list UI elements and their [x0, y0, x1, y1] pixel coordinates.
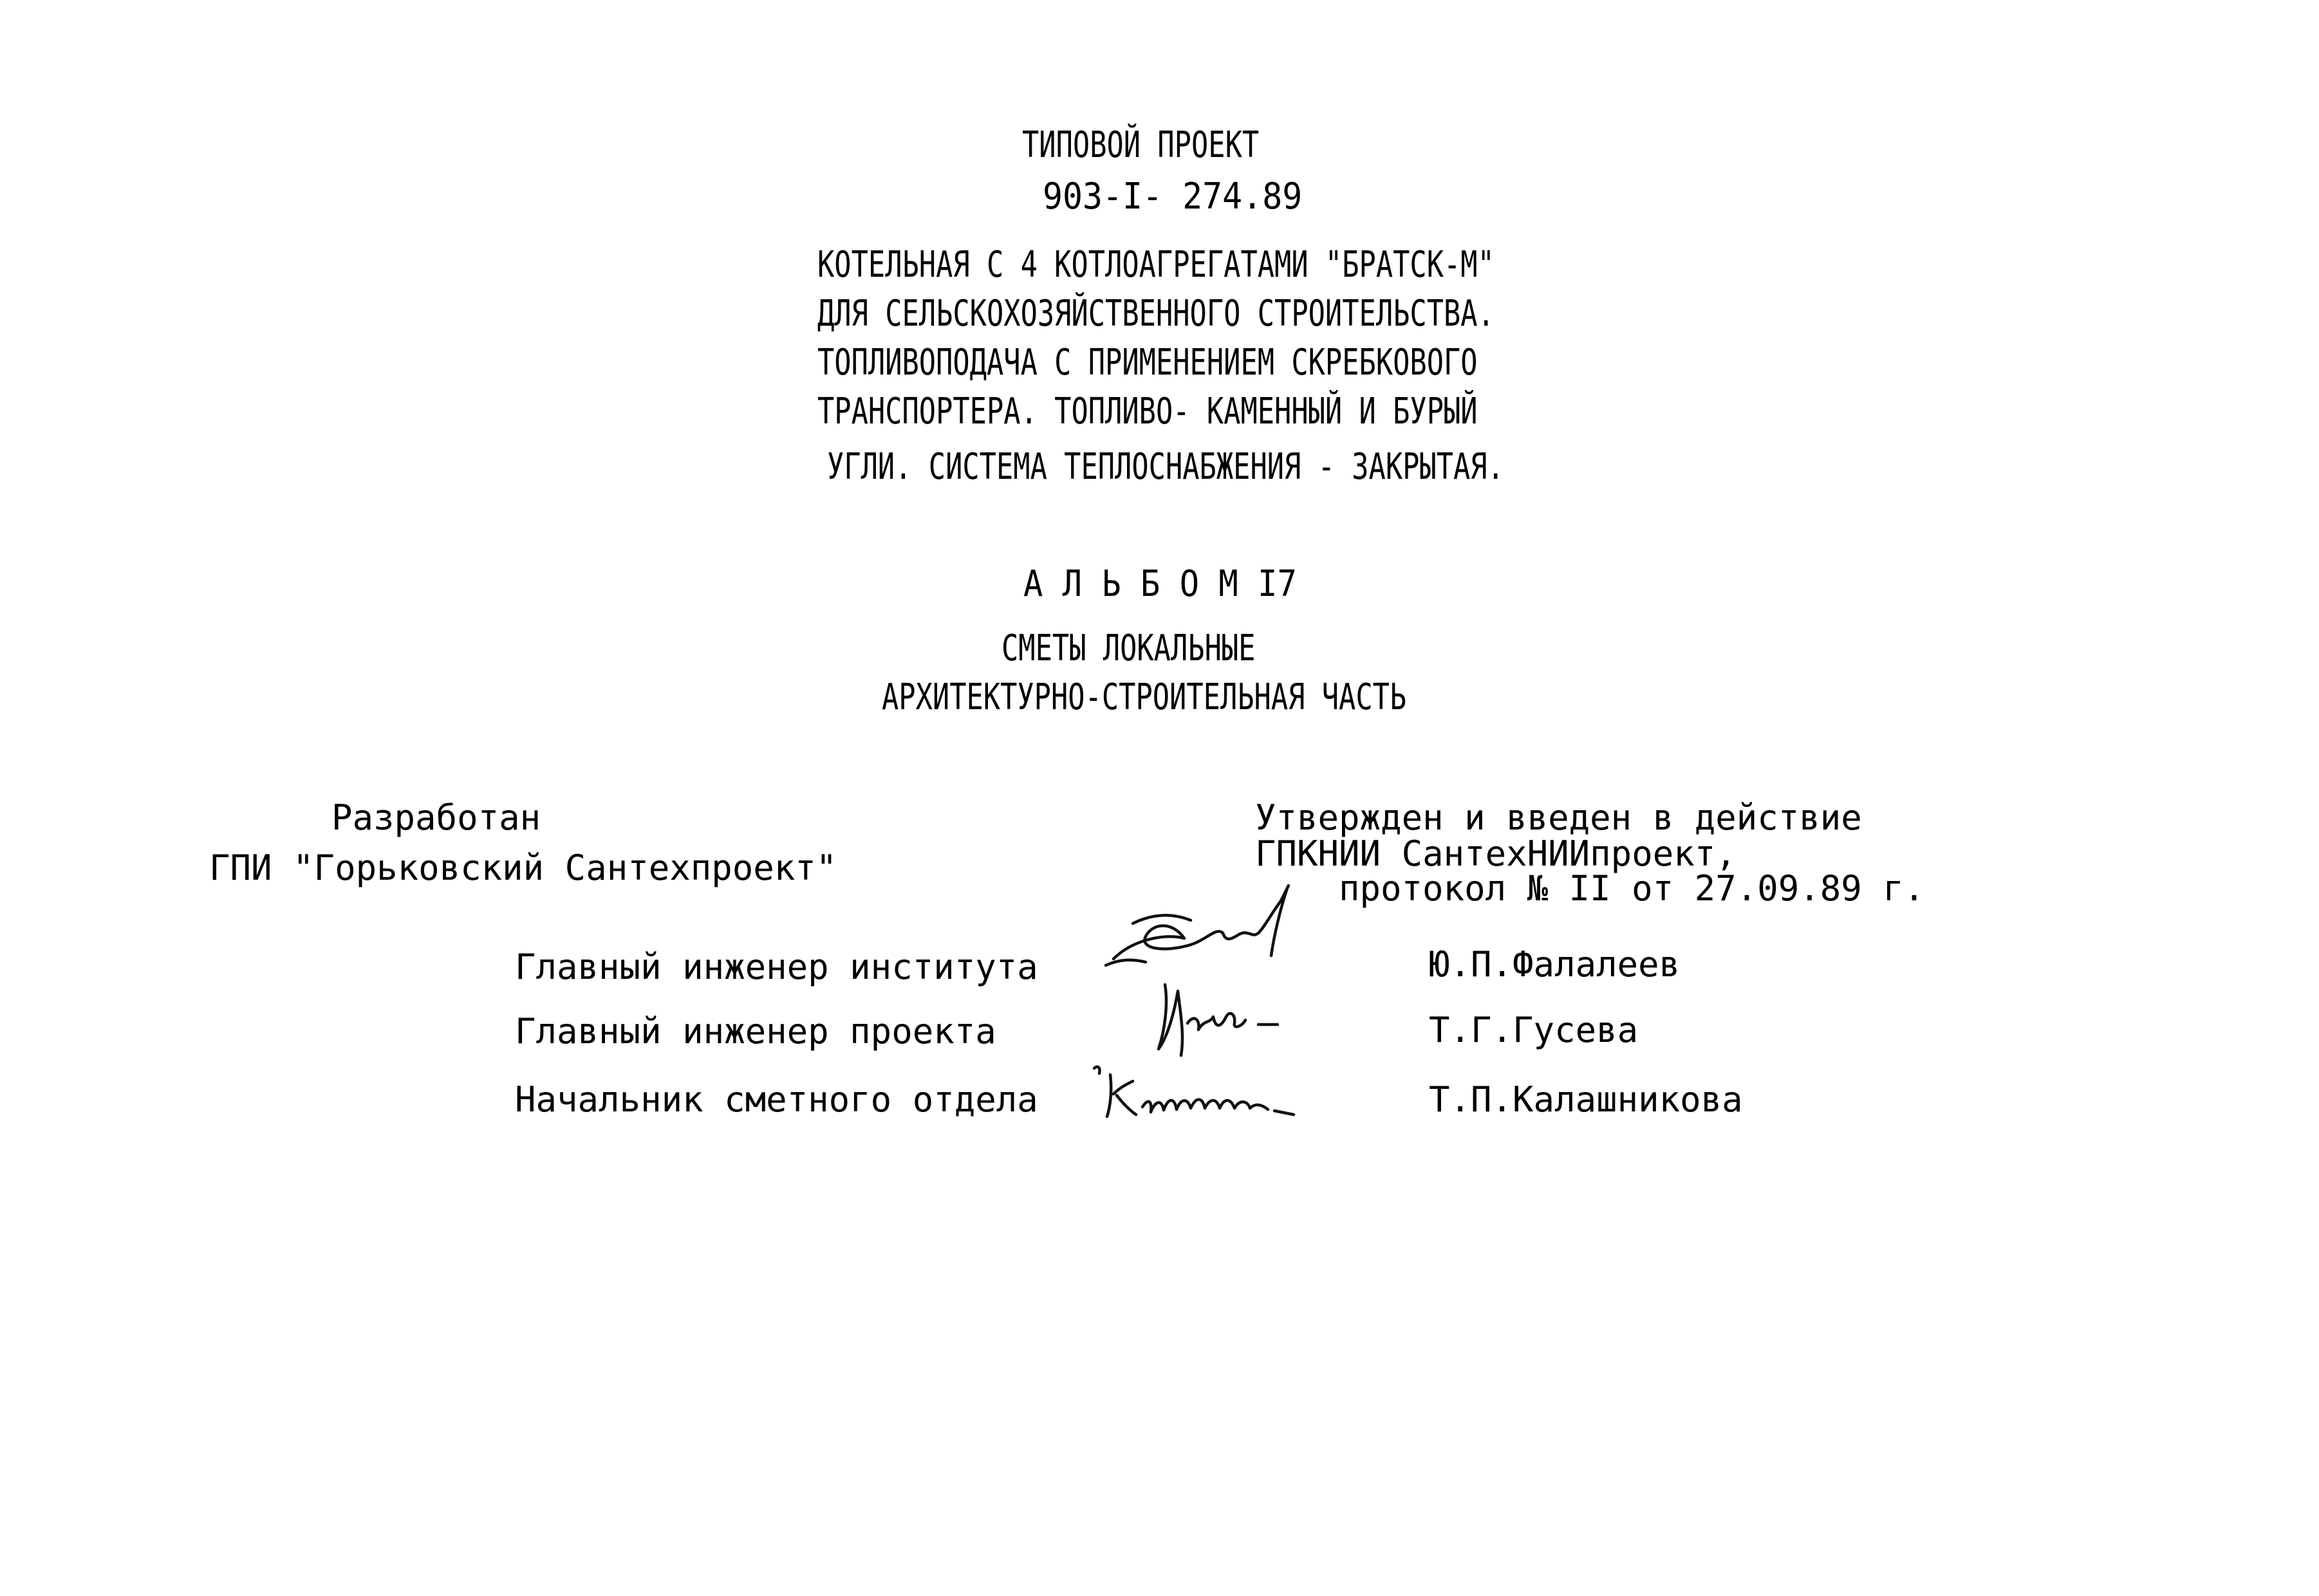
- description-line-2: ДЛЯ СЕЛЬСКОХОЗЯЙСТВЕННОГО СТРОИТЕЛЬСТВА.: [817, 293, 1495, 335]
- developed-label: Разработан: [331, 797, 541, 838]
- album-title-line-2: АРХИТЕКТУРНО-СТРОИТЕЛЬНАЯ ЧАСТЬ: [882, 676, 1407, 718]
- project-number: 903-I- 274.89: [1043, 176, 1303, 218]
- signature-chief-engineer-project: [1139, 965, 1307, 1068]
- album-title-line-1: СМЕТЫ ЛОКАЛЬНЫЕ: [1001, 627, 1256, 669]
- description-line-3: ТОПЛИВОПОДАЧА С ПРИМЕНЕНИЕМ СКРЕБКОВОГО: [817, 342, 1478, 384]
- signatory-position-2: Главный инженер проекта: [515, 1011, 996, 1052]
- approval-line-1: Утвержден и введен в действие: [1255, 797, 1862, 838]
- developer-organization: ГПИ "Горьковский Сантехпроект": [209, 848, 837, 888]
- signature-head-estimate-dept: [1081, 1055, 1313, 1133]
- signatory-position-1: Главный инженер института: [515, 947, 1038, 987]
- approval-line-2: ГПКНИИ СантехНИИпроект,: [1255, 833, 1737, 874]
- signature-chief-engineer-institute: [1094, 862, 1307, 978]
- album-label: А Л Ь Б О М I7: [1023, 563, 1297, 605]
- signatory-name-2: Т.Г.Гусева: [1429, 1010, 1639, 1050]
- approval-line-3: протокол № II от 27.09.89 г.: [1339, 868, 1925, 909]
- signatory-name-3: Т.П.Калашникова: [1429, 1079, 1743, 1120]
- signatory-position-3: Начальник сметного отдела: [515, 1079, 1038, 1120]
- project-type: ТИПОВОЙ ПРОЕКТ: [1022, 124, 1260, 166]
- description-line-1: КОТЕЛЬНАЯ С 4 КОТЛОАГРЕГАТАМИ "БРАТСК-М": [817, 244, 1495, 286]
- description-line-4: ТРАНСПОРТЕРА. ТОПЛИВО- КАМЕННЫЙ И БУРЫЙ: [817, 391, 1478, 432]
- description-line-5: УГЛИ. СИСТЕМА ТЕПЛОСНАБЖЕНИЯ - ЗАКРЫТАЯ.: [827, 446, 1504, 488]
- signatory-name-1: Ю.П.Фалалеев: [1429, 944, 1681, 985]
